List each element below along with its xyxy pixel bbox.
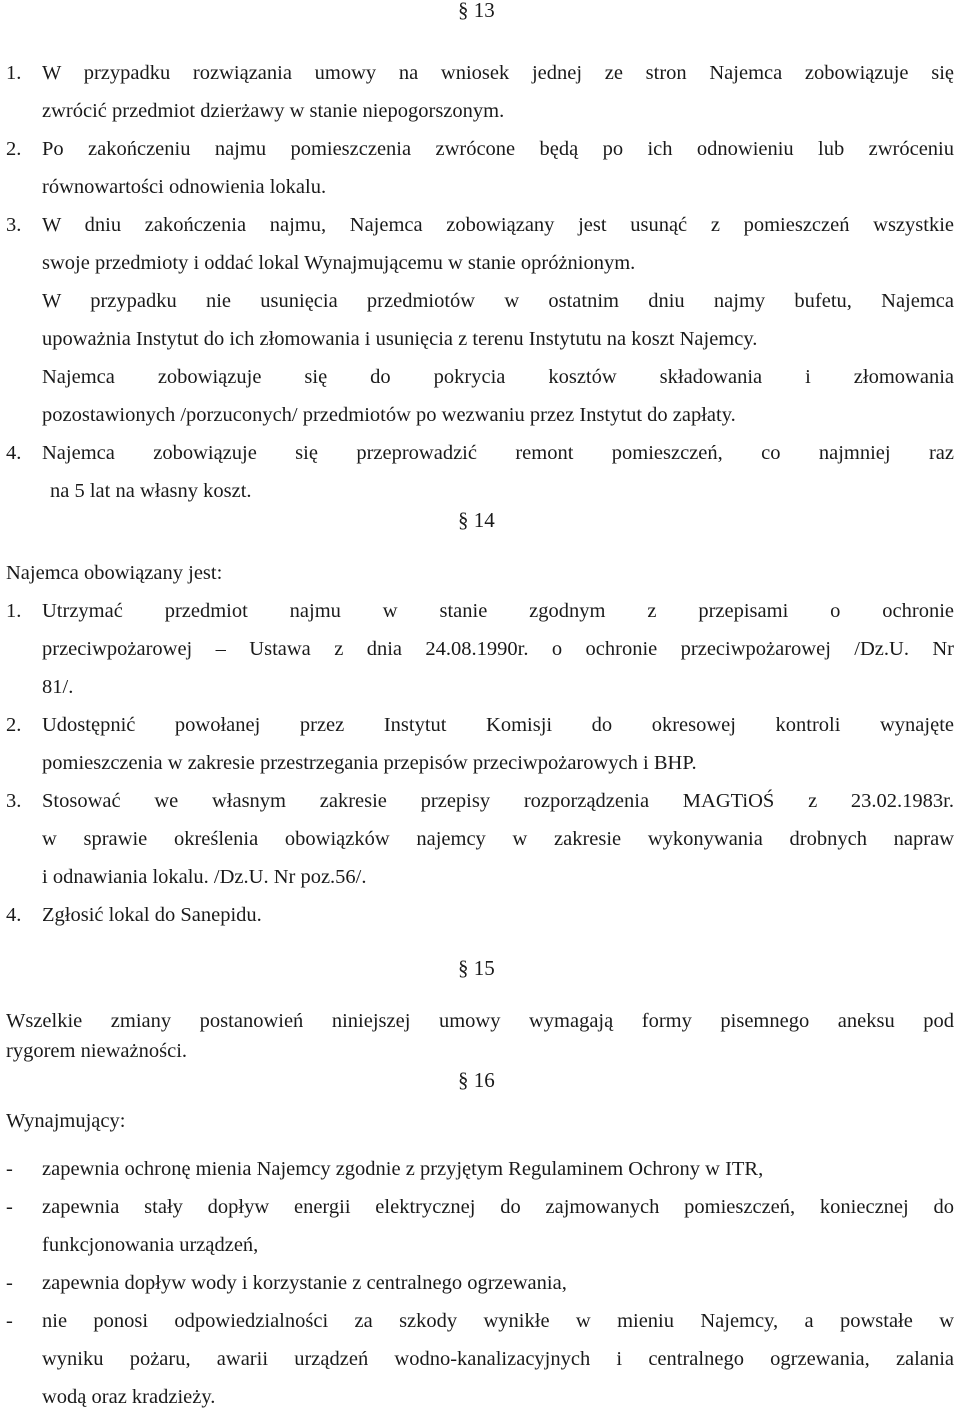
item-number: 2. <box>6 714 22 736</box>
paragraph-line: równowartości odnowienia lokalu. <box>42 176 327 198</box>
bullet-line: funkcjonowania urządzeń, <box>42 1234 259 1256</box>
paragraph-line: pomieszczenia w zakresie przestrzegania przepisów przeciwpożarowych i BHP. <box>42 752 697 774</box>
paragraph-line: swoje przedmioty i oddać lokal Wynajmującemu w stanie opróżnionym. <box>42 252 636 274</box>
section-intro: Najemca obowiązany jest: <box>6 562 223 584</box>
paragraph-line: Stosować we własnym zakresie przepisy rozporządzenia MAGTiOŚ z 23.02.1983r. <box>42 790 954 812</box>
item-number: 3. <box>6 790 22 812</box>
section-14-heading: § 14 <box>458 508 495 532</box>
paragraph-line: na 5 lat na własny koszt. <box>50 480 252 502</box>
bullet-dash: - <box>6 1272 13 1294</box>
paragraph-line: Zgłosić lokal do Sanepidu. <box>42 904 262 926</box>
bullet-line: wyniku pożaru, awarii urządzeń wodno-kanalizacyjnych i centralnego ogrzewania, zalania <box>42 1348 954 1370</box>
paragraph-line: przeciwpożarowej – Ustawa z dnia 24.08.1990r. o ochronie przeciwpożarowej /Dz.U. Nr <box>42 638 954 660</box>
item-number: 2. <box>6 138 22 160</box>
item-number: 1. <box>6 62 22 84</box>
paragraph-line: rygorem nieważności. <box>6 1040 188 1062</box>
paragraph-line: w sprawie określenia obowiązków najemcy w zakresie wykonywania drobnych napraw <box>42 828 954 850</box>
paragraph-line: Utrzymać przedmiot najmu w stanie zgodnym z przepisami o ochronie <box>42 600 954 622</box>
paragraph-line: Wszelkie zmiany postanowień niniejszej umowy wymagają formy pisemnego aneksu pod <box>6 1010 954 1032</box>
item-number: 4. <box>6 442 22 464</box>
bullet-dash: - <box>6 1310 13 1332</box>
paragraph-line: pozostawionych /porzuconych/ przedmiotów po wezwaniu przez Instytut do zapłaty. <box>42 404 736 426</box>
section-13-heading: § 13 <box>458 0 495 22</box>
section-16-heading: § 16 <box>458 1068 495 1092</box>
bullet-dash: - <box>6 1196 13 1218</box>
bullet-dash: - <box>6 1158 13 1180</box>
paragraph-line: Najemca zobowiązuje się przeprowadzić remont pomieszczeń, co najmniej raz <box>42 442 954 464</box>
item-number: 3. <box>6 214 22 236</box>
bullet-line: zapewnia ochronę mienia Najemcy zgodnie z przyjętym Regulaminem Ochrony w ITR, <box>42 1158 764 1180</box>
paragraph-line: zwrócić przedmiot dzierżawy w stanie niepogorszonym. <box>42 100 505 122</box>
paragraph-line: 81/. <box>42 676 74 698</box>
paragraph-line: upoważnia Instytut do ich złomowania i usunięcia z terenu Instytutu na koszt Najemcy. <box>42 328 758 350</box>
bullet-line: zapewnia stały dopływ energii elektrycznej do zajmowanych pomieszczeń, koniecznej do <box>42 1196 954 1218</box>
paragraph-line: i odnawiania lokalu. /Dz.U. Nr poz.56/. <box>42 866 367 888</box>
paragraph-line: Udostępnić powołanej przez Instytut Komisji do okresowej kontroli wynajęte <box>42 714 954 736</box>
paragraph-line: W przypadku nie usunięcia przedmiotów w ostatnim dniu najmy bufetu, Najemca <box>42 290 954 312</box>
bullet-line: nie ponosi odpowiedzialności za szkody wynikłe w mieniu Najemcy, a powstałe w <box>42 1310 954 1332</box>
paragraph-line: W dniu zakończenia najmu, Najemca zobowiązany jest usunąć z pomieszczeń wszystkie <box>42 214 954 236</box>
bullet-line: wodą oraz kradzieży. <box>42 1386 216 1408</box>
item-number: 4. <box>6 904 22 926</box>
paragraph-line: Najemca zobowiązuje się do pokrycia kosztów składowania i złomowania <box>42 366 954 388</box>
paragraph-line: W przypadku rozwiązania umowy na wniosek jednej ze stron Najemca zobowiązuje się <box>42 62 954 84</box>
bullet-line: zapewnia dopływ wody i korzystanie z centralnego ogrzewania, <box>42 1272 567 1294</box>
section-intro: Wynajmujący: <box>6 1110 126 1132</box>
paragraph-line: Po zakończeniu najmu pomieszczenia zwrócone będą po ich odnowieniu lub zwróceniu <box>42 138 954 160</box>
section-15-heading: § 15 <box>458 956 495 980</box>
item-number: 1. <box>6 600 22 622</box>
